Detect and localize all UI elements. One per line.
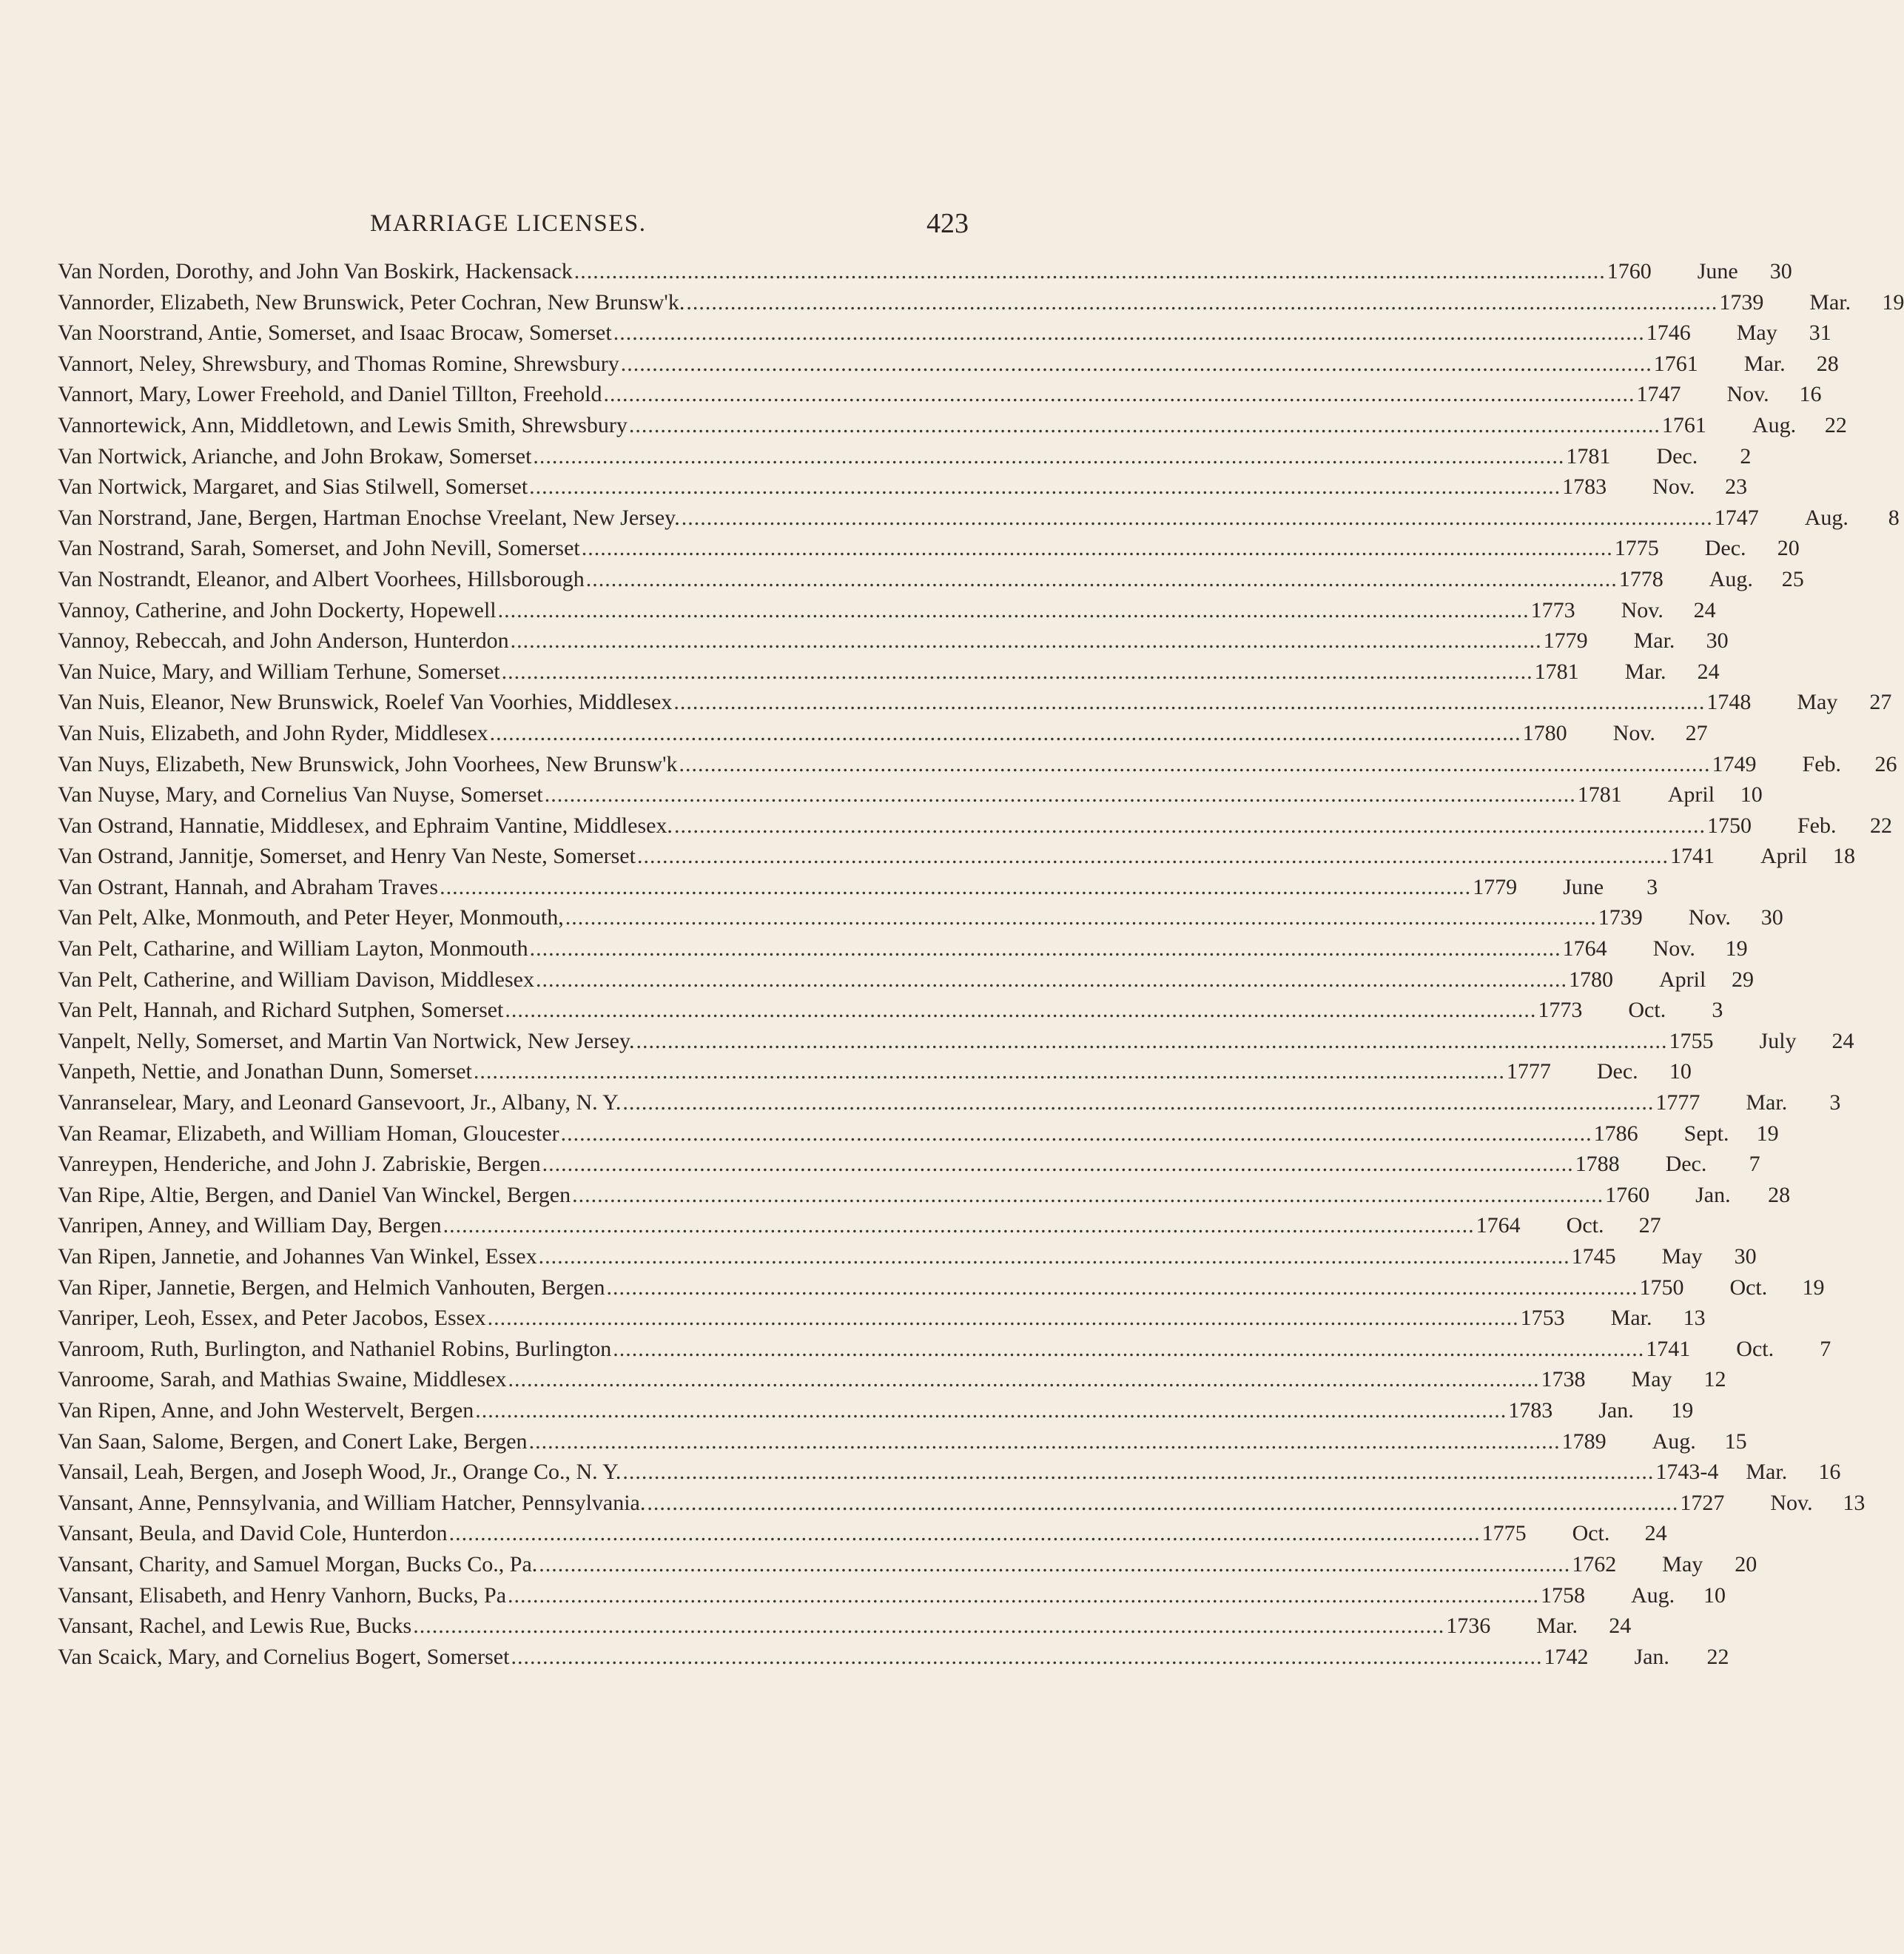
entry-day: 20: [1777, 536, 1800, 561]
entry-names: Vannort, Neley, Shrewsbury, and Thomas Romine, Shrewsbury: [58, 351, 619, 376]
license-entry: [58, 1397, 1694, 1429]
license-entry: [58, 1521, 1667, 1552]
entry-names: Van Ripen, Jannetie, and Johannes Van Winkel, Essex: [58, 1244, 537, 1269]
license-entry: [58, 782, 1763, 813]
dot-leader: [679, 752, 1711, 777]
dot-leader: [502, 659, 1533, 685]
entry-month: Jan.: [1634, 1644, 1669, 1669]
license-entry: [58, 351, 1839, 383]
entry-names: Vansant, Rachel, and Lewis Rue, Bucks: [58, 1614, 412, 1639]
entry-month: Aug.: [1752, 412, 1797, 437]
entry-month: Mar.: [1746, 1090, 1788, 1115]
entry-day: 19: [1802, 1275, 1825, 1300]
entry-day: 16: [1799, 382, 1822, 407]
entry-names: Van Noorstrand, Antie, Somerset, and Isaac Brocaw, Somerset: [58, 320, 612, 346]
dot-leader: [508, 1367, 1540, 1392]
license-entry: [58, 1244, 1757, 1275]
entry-year: 1762: [1572, 1551, 1617, 1577]
license-entry: [58, 536, 1800, 567]
entry-month: Nov.: [1726, 382, 1769, 407]
entry-year: 1748: [1706, 690, 1752, 715]
license-entry: [58, 690, 1892, 721]
entry-day: 10: [1703, 1582, 1726, 1608]
entry-day: 3: [1829, 1090, 1841, 1115]
entry-month: May: [1631, 1367, 1672, 1392]
dot-leader: [490, 721, 1521, 746]
entry-year: 1773: [1538, 998, 1583, 1023]
dot-leader: [413, 1614, 1444, 1639]
entry-month: Feb.: [1797, 813, 1837, 838]
entry-month: May: [1661, 1244, 1703, 1269]
dot-leader: [508, 1583, 1539, 1608]
running-title: MARRIAGE LICENSES.: [370, 210, 647, 237]
entry-year: 1749: [1712, 751, 1757, 776]
entry-month: Mar.: [1743, 351, 1786, 376]
entry-names: Van Pelt, Alke, Monmouth, and Peter Heyer, Monmouth,: [58, 905, 564, 930]
entry-year: 1747: [1714, 505, 1759, 530]
entry-day: 27: [1869, 690, 1892, 715]
entry-month: Oct.: [1572, 1521, 1610, 1546]
entry-year: 1786: [1593, 1121, 1638, 1146]
entry-names: Van Nostrand, Sarah, Somerset, and John Nevill, Somerset: [58, 536, 580, 561]
entry-names: Van Pelt, Catherine, and William Davison, Middlesex: [58, 967, 534, 992]
dot-leader: [572, 1183, 1604, 1208]
entry-month: May: [1662, 1551, 1703, 1577]
entry-year: 1764: [1562, 936, 1607, 961]
license-entry: [58, 320, 1831, 352]
entry-day: 19: [1671, 1397, 1694, 1423]
entry-names: Vanriper, Leoh, Essex, and Peter Jacobos, Essex: [58, 1306, 486, 1331]
license-entry: [58, 813, 1892, 845]
entry-month: Mar.: [1746, 1460, 1788, 1485]
license-entry: [58, 474, 1748, 506]
entry-day: 30: [1760, 905, 1783, 930]
dot-leader: [686, 290, 1718, 315]
entry-names: Vannorder, Elizabeth, New Brunswick, Peter Cochran, New Brunsw'k.: [58, 289, 685, 315]
entry-year: 1745: [1571, 1244, 1616, 1269]
entry-names: Van Nortwick, Arianche, and John Brokaw, Somerset: [58, 443, 532, 469]
entry-month: Aug.: [1709, 566, 1753, 591]
license-entry: [58, 1182, 1791, 1214]
dot-leader: [622, 1090, 1654, 1115]
entry-names: Van Nortwick, Margaret, and Sias Stilwell, Somerset: [58, 474, 528, 500]
entry-day: 7: [1749, 1152, 1760, 1177]
entry-names: Vannort, Mary, Lower Freehold, and Daniel Tillton, Freehold: [58, 382, 602, 407]
license-entry: [58, 1551, 1757, 1583]
entry-names: Van Pelt, Catharine, and William Layton, Monmouth: [58, 936, 528, 961]
license-entry: [58, 1275, 1825, 1306]
license-entry: [58, 1336, 1831, 1368]
dot-leader: [574, 259, 1606, 284]
license-entry: [58, 1121, 1779, 1152]
entry-names: Van Scaick, Mary, and Cornelius Bogert, Somerset: [58, 1644, 510, 1669]
entry-month: Aug.: [1631, 1582, 1675, 1608]
license-entry: [58, 751, 1897, 783]
entry-month: May: [1736, 320, 1777, 346]
entry-month: Jan.: [1695, 1182, 1731, 1207]
entry-names: Vanreypen, Henderiche, and John J. Zabriskie, Bergen: [58, 1152, 541, 1177]
license-entry: [58, 628, 1729, 659]
entry-year: 1778: [1618, 566, 1664, 591]
entry-month: June: [1697, 259, 1738, 283]
dot-leader: [498, 598, 1530, 623]
entry-day: 28: [1816, 351, 1839, 376]
entry-names: Van Pelt, Hannah, and Richard Sutphen, Somerset: [58, 998, 504, 1023]
page-header: [0, 206, 1194, 247]
entry-day: 19: [1725, 936, 1748, 961]
entry-year: 1781: [1534, 659, 1579, 684]
entry-month: Nov.: [1652, 474, 1695, 500]
page-number: 423: [926, 208, 969, 239]
license-entry: [58, 844, 1855, 875]
entry-year: 1753: [1520, 1306, 1565, 1331]
entry-year: 1750: [1706, 813, 1752, 838]
dot-leader: [673, 690, 1705, 715]
entry-day: 24: [1831, 1028, 1854, 1053]
entry-month: Dec.: [1596, 1059, 1638, 1084]
license-entry: [58, 1460, 1841, 1491]
entry-month: April: [1658, 967, 1706, 992]
entry-day: 16: [1818, 1460, 1841, 1485]
entry-month: June: [1563, 874, 1604, 899]
entry-names: Van Nuyse, Mary, and Cornelius Van Nuyse, Somerset: [58, 782, 543, 808]
entry-names: Vanripen, Anney, and William Day, Bergen: [58, 1213, 442, 1238]
entry-year: 1781: [1577, 782, 1622, 808]
entry-names: Vanranselear, Mary, and Leonard Gansevoort, Jr., Albany, N. Y.: [58, 1090, 622, 1115]
license-entry: [58, 998, 1723, 1029]
entry-year: 1741: [1646, 1336, 1691, 1361]
entry-month: Oct.: [1566, 1213, 1604, 1238]
entry-names: Vanroome, Sarah, and Mathias Swaine, Middlesex: [58, 1367, 507, 1392]
entry-day: 10: [1740, 782, 1763, 808]
license-entry-list: [58, 259, 1904, 1675]
dot-leader: [636, 1029, 1668, 1054]
entry-month: Nov.: [1621, 597, 1664, 622]
entry-day: 22: [1869, 813, 1892, 838]
entry-names: Vanpeth, Nettie, and Jonathan Dunn, Somerset: [58, 1059, 472, 1084]
entry-day: 26: [1874, 751, 1897, 776]
entry-year: 1781: [1566, 443, 1611, 469]
dot-leader: [539, 1244, 1570, 1269]
dot-leader: [613, 1337, 1644, 1362]
entry-day: 30: [1734, 1244, 1757, 1269]
entry-day: 28: [1768, 1182, 1791, 1207]
entry-month: Mar.: [1610, 1306, 1652, 1331]
dot-leader: [674, 813, 1706, 839]
dot-leader: [603, 382, 1635, 407]
entry-month: Oct.: [1628, 998, 1666, 1023]
entry-day: 24: [1609, 1614, 1632, 1639]
entry-names: Vansant, Elisabeth, and Henry Vanhorn, Bucks, Pa: [58, 1582, 507, 1608]
entry-year: 1777: [1506, 1059, 1551, 1084]
entry-names: Vansant, Anne, Pennsylvania, and William Hatcher, Pennsylvania.: [58, 1490, 646, 1515]
entry-day: 27: [1685, 720, 1708, 745]
entry-month: Sept.: [1683, 1121, 1729, 1146]
entry-names: Van Ostrand, Hannatie, Middlesex, and Ephraim Vantine, Middlesex.: [58, 813, 673, 838]
entry-names: Van Nuis, Eleanor, New Brunswick, Roelef Van Voorhies, Middlesex: [58, 690, 673, 715]
dot-leader: [606, 1275, 1638, 1300]
entry-names: Vannoy, Catherine, and John Dockerty, Hopewell: [58, 597, 497, 622]
entry-month: Aug.: [1804, 505, 1849, 530]
entry-names: Vansant, Charity, and Samuel Morgan, Bucks Co., Pa.: [58, 1551, 538, 1577]
license-entry: [58, 443, 1752, 475]
dot-leader: [545, 782, 1576, 808]
license-entry: [58, 659, 1720, 691]
license-entry: [58, 259, 1792, 290]
entry-year: 1758: [1541, 1582, 1586, 1608]
entry-month: Mar.: [1624, 659, 1666, 684]
license-entry: [58, 1152, 1760, 1183]
entry-names: Vansail, Leah, Bergen, and Joseph Wood, Jr., Orange Co., N. Y.: [58, 1460, 622, 1485]
entry-year: 1727: [1680, 1490, 1725, 1515]
dot-leader: [533, 444, 1564, 469]
entry-year: 1747: [1636, 382, 1681, 407]
dot-leader: [622, 1460, 1654, 1485]
entry-names: Van Norden, Dorothy, and John Van Boskirk, Hackensack: [58, 259, 573, 283]
entry-day: 3: [1712, 998, 1723, 1023]
entry-day: 13: [1843, 1490, 1866, 1515]
entry-year: 1742: [1544, 1644, 1589, 1669]
dot-leader: [511, 628, 1542, 654]
entry-month: Oct.: [1736, 1336, 1775, 1361]
license-entry: [58, 874, 1658, 906]
entry-year: 1789: [1561, 1428, 1607, 1454]
dot-leader: [443, 1213, 1475, 1238]
dot-leader: [561, 1121, 1592, 1146]
dot-leader: [536, 967, 1567, 993]
license-entry: [58, 905, 1783, 936]
entry-names: Van Saan, Salome, Bergen, and Conert Lake, Bergen: [58, 1428, 528, 1454]
entry-year: 1760: [1605, 1182, 1650, 1207]
dot-leader: [488, 1306, 1519, 1331]
dot-leader: [530, 936, 1561, 961]
entry-month: July: [1759, 1028, 1797, 1053]
entry-day: 24: [1697, 659, 1720, 684]
entry-month: Mar.: [1536, 1614, 1578, 1639]
dot-leader: [529, 474, 1561, 500]
dot-leader: [475, 1398, 1507, 1423]
entry-day: 15: [1724, 1428, 1747, 1454]
entry-day: 10: [1669, 1059, 1692, 1084]
license-entry: [58, 720, 1708, 752]
dot-leader: [440, 875, 1471, 900]
entry-day: 27: [1638, 1213, 1661, 1238]
entry-day: 19: [1882, 289, 1904, 315]
entry-names: Van Riper, Jannetie, Bergen, and Helmich Vanhouten, Bergen: [58, 1275, 605, 1300]
entry-year: 1743-4: [1655, 1460, 1719, 1485]
entry-month: Mar.: [1809, 289, 1851, 315]
dot-leader: [647, 1491, 1678, 1516]
entry-day: 7: [1820, 1336, 1831, 1361]
entry-day: 18: [1832, 844, 1855, 869]
license-entry: [58, 967, 1754, 998]
license-entry: [58, 1490, 1866, 1522]
dot-leader: [529, 1429, 1561, 1454]
entry-year: 1741: [1669, 844, 1715, 869]
entry-names: Van Ripe, Altie, Bergen, and Daniel Van Winckel, Bergen: [58, 1182, 571, 1207]
entry-names: Van Nuys, Elizabeth, New Brunswick, John Voorhees, New Brunsw'k: [58, 751, 678, 776]
entry-month: Feb.: [1802, 751, 1842, 776]
entry-year: 1750: [1639, 1275, 1684, 1300]
license-entry: [58, 1059, 1692, 1090]
entry-month: Mar.: [1633, 628, 1675, 654]
entry-names: Van Nuis, Elizabeth, and John Ryder, Middlesex: [58, 720, 488, 745]
entry-year: 1780: [1522, 720, 1567, 745]
dot-leader: [586, 567, 1618, 592]
entry-day: 24: [1693, 597, 1716, 622]
entry-day: 20: [1735, 1551, 1757, 1577]
entry-names: Van Ostrant, Hannah, and Abraham Traves: [58, 874, 439, 899]
license-entry: [58, 1428, 1747, 1460]
license-entry: [58, 505, 1900, 537]
entry-names: Vannortewick, Ann, Middletown, and Lewis Smith, Shrewsbury: [58, 412, 628, 437]
license-entry: [58, 1614, 1632, 1645]
entry-year: 1777: [1655, 1090, 1701, 1115]
license-entry: [58, 382, 1822, 413]
dot-leader: [505, 998, 1536, 1023]
license-entry: [58, 1213, 1661, 1244]
entry-day: 30: [1769, 259, 1792, 283]
entry-year: 1738: [1541, 1367, 1586, 1392]
dot-leader: [613, 320, 1645, 346]
entry-names: Van Nuice, Mary, and William Terhune, Somerset: [58, 659, 500, 684]
entry-month: Nov.: [1612, 720, 1655, 745]
license-entry: [58, 289, 1904, 321]
entry-names: Van Ripen, Anne, and John Westervelt, Bergen: [58, 1397, 474, 1423]
entry-month: May: [1797, 690, 1838, 715]
entry-day: 22: [1706, 1644, 1729, 1669]
license-entry: [58, 1644, 1729, 1676]
dot-leader: [474, 1059, 1505, 1084]
license-entry: [58, 412, 1847, 444]
entry-year: 1739: [1719, 289, 1764, 315]
entry-names: Vanroom, Ruth, Burlington, and Nathaniel Robins, Burlington: [58, 1336, 612, 1361]
dot-leader: [511, 1645, 1542, 1670]
entry-year: 1760: [1607, 259, 1652, 283]
dot-leader: [565, 905, 1597, 930]
entry-month: Nov.: [1770, 1490, 1813, 1515]
entry-day: 29: [1731, 967, 1754, 992]
entry-names: Van Nostrandt, Eleanor, and Albert Voorhees, Hillsborough: [58, 566, 585, 591]
dot-leader: [542, 1152, 1574, 1177]
dot-leader: [637, 844, 1669, 869]
entry-year: 1783: [1508, 1397, 1553, 1423]
entry-day: 8: [1888, 505, 1900, 530]
entry-month: Nov.: [1688, 905, 1731, 930]
entry-day: 23: [1725, 474, 1748, 500]
entry-day: 19: [1756, 1121, 1779, 1146]
entry-month: Dec.: [1704, 536, 1746, 561]
entry-names: Van Reamar, Elizabeth, and William Homan, Gloucester: [58, 1121, 559, 1146]
entry-month: Jan.: [1598, 1397, 1634, 1423]
entry-day: 13: [1683, 1306, 1706, 1331]
license-entry: [58, 566, 1804, 598]
dot-leader: [621, 352, 1652, 377]
entry-year: 1761: [1653, 351, 1698, 376]
entry-names: Van Ostrand, Jannitje, Somerset, and Henry Van Neste, Somerset: [58, 844, 636, 869]
entry-day: 12: [1703, 1367, 1726, 1392]
entry-day: 31: [1809, 320, 1831, 346]
license-entry: [58, 1028, 1854, 1060]
entry-month: April: [1760, 844, 1808, 869]
entry-day: 30: [1706, 628, 1729, 654]
entry-year: 1764: [1476, 1213, 1521, 1238]
license-entry: [58, 936, 1748, 967]
entry-year: 1783: [1562, 474, 1607, 500]
entry-year: 1746: [1646, 320, 1691, 346]
entry-month: Oct.: [1729, 1275, 1768, 1300]
dot-leader: [582, 536, 1613, 561]
entry-day: 22: [1824, 412, 1847, 437]
entry-year: 1779: [1473, 874, 1518, 899]
entry-day: 3: [1646, 874, 1658, 899]
entry-names: Vansant, Beula, and David Cole, Hunterdon: [58, 1521, 448, 1546]
license-entry: [58, 1367, 1726, 1398]
entry-year: 1739: [1598, 905, 1643, 930]
entry-names: Van Norstrand, Jane, Bergen, Hartman Enochse Vreelant, New Jersey.: [58, 505, 680, 530]
entry-month: Dec.: [1665, 1152, 1707, 1177]
entry-month: Nov.: [1652, 936, 1695, 961]
entry-year: 1788: [1575, 1152, 1620, 1177]
entry-year: 1779: [1543, 628, 1588, 654]
license-entry: [58, 1090, 1841, 1121]
entry-year: 1775: [1614, 536, 1659, 561]
entry-year: 1780: [1568, 967, 1613, 992]
entry-year: 1736: [1446, 1614, 1491, 1639]
entry-month: April: [1667, 782, 1715, 808]
entry-year: 1755: [1669, 1028, 1714, 1053]
dot-leader: [449, 1521, 1481, 1546]
license-entry: [58, 597, 1716, 629]
entry-names: Vannoy, Rebeccah, and John Anderson, Hunterdon: [58, 628, 509, 654]
entry-day: 2: [1740, 443, 1752, 469]
dot-leader: [539, 1552, 1570, 1577]
entry-month: Dec.: [1656, 443, 1698, 469]
entry-day: 24: [1644, 1521, 1667, 1546]
entry-names: Vanpelt, Nelly, Somerset, and Martin Van Nortwick, New Jersey.: [58, 1028, 635, 1053]
entry-year: 1775: [1481, 1521, 1527, 1546]
dot-leader: [629, 413, 1661, 438]
entry-month: Aug.: [1652, 1428, 1696, 1454]
license-entry: [58, 1582, 1726, 1614]
dot-leader: [682, 506, 1713, 531]
entry-year: 1761: [1661, 412, 1706, 437]
entry-day: 25: [1781, 566, 1804, 591]
license-entry: [58, 1306, 1706, 1337]
entry-year: 1773: [1530, 597, 1575, 622]
